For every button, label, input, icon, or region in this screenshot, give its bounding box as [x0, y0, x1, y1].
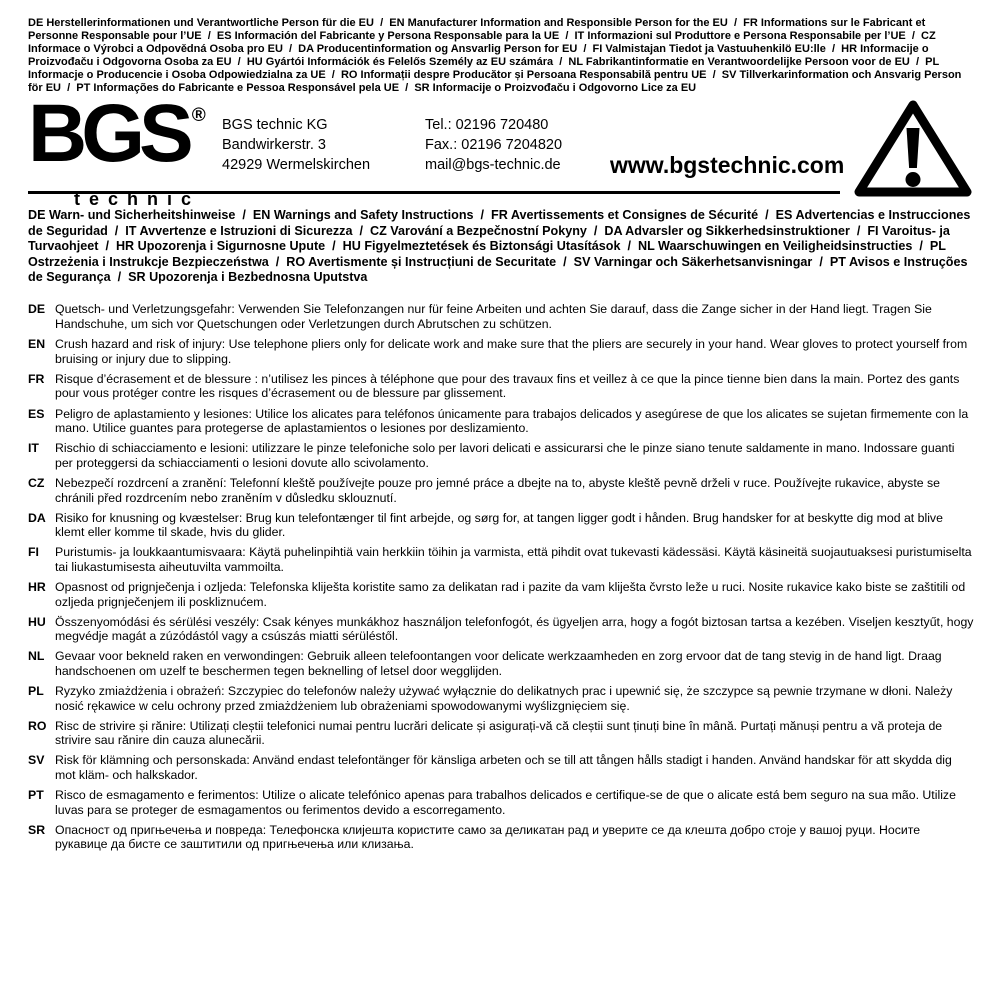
warning-text: Risco de esmagamento e ferimentos: Utilize o alicate telefónico apenas para trabalhos delicados e certifique-se de que o alicate está bem seguro na sua mão. Utilize luvas para se proteger de esmagamentos ou ferimentos devido a escorregamento.	[55, 788, 956, 817]
company-name: BGS technic KG	[222, 117, 328, 134]
warning-text: Risiko for knusning og kvæstelser: Brug kun telefontænger til fint arbejde, og sørg for, at tangen ligger godt i hånden. Brug handsker for at beskytte dig mod at blive klemt eller komme til skade, hvis du glider.	[55, 510, 943, 540]
bgs-logo	[28, 88, 223, 210]
warning-text: Nebezpečí rozdrcení a zranění: Telefonní kleště používejte pouze pro jemné práce a dbejte na to, abyste kleště pevně drželi v ruce. Používejte rukavice, abyste se chránili před rozdrcením nebo zraněním v důsledku sklouznutí.	[55, 475, 940, 505]
warning-text: Opasnost od prignječenja i ozljeda: Telefonska kliješta koristite samo za delikatan rad i pazite da vam kliješta čvrsto leže u ruci. Nosite rukavice kako biste se zaštitili od ozljeda prignječenjem ili poskliznućem.	[55, 579, 966, 609]
language-code: PT	[28, 788, 44, 803]
warning-item-hu	[28, 615, 975, 644]
language-code: DA	[28, 510, 46, 525]
email-line: mail@bgs-technic.de	[425, 157, 561, 174]
warning-text: Összenyomódási és sérülési veszély: Csak kényes munkákhoz használjon telefonfogót, és ügyeljen arra, hogy a fogót biztosan tartsa a kezében. Viseljen kesztyűt, hogy megvédje magát a zúzódástól vagy a csúszás miatti sérüléstől.	[55, 614, 974, 644]
warning-item-pl	[28, 684, 975, 713]
warning-triangle-icon	[851, 98, 975, 200]
language-code: RO	[28, 718, 47, 733]
language-code: IT	[28, 441, 39, 456]
company-address-block	[222, 115, 370, 175]
warning-text: Crush hazard and risk of injury: Use telephone pliers only for delicate work and make sure that the pliers are securely in your hand. Wear gloves to protect yourself from bruising or injury due to slipping.	[55, 337, 968, 366]
warning-item-nl	[28, 649, 975, 678]
language-code: HR	[28, 579, 46, 594]
warning-text: Quetsch- und Verletzungsgefahr: Verwenden Sie Telefonzangen nur für feine Arbeiten und achten Sie darauf, dass die Zange sicher in der Hand liegt. Tragen Sie Handschuhe, um sich vor Quetschungen oder Verletzungen durch Abrutschen zu schützen.	[55, 302, 932, 332]
language-code: PL	[28, 684, 44, 699]
safety-instructions-header: DE Warn- und Sicherheitshinweise / EN Warnings and Safety Instructions / FR Avertissements et Consignes de Sécurité / ES Advertencias e Instrucciones de Seguridad / IT Avvertenze e Istruzioni di Sicurezza / CZ Varování a Bezpečnostní Pokyny / DA Advarsler og Sikkerhedsinstruktioner / FI Varoitus- ja Turvaohjeet / HR Upozorenja i Sigurnosne Upute / HU Figyelmeztetések és Biztonsági Utasítások / NL Waarschuwingen en Veiligheidsinstructies / PL Ostrzeżenia i Instrukcje Bezpieczeństwa / RO Avertismente și Instrucțiuni de Securitate / SV Varningar och Säkerhetsanvisningar / PT Avisos e Instruções de Segurança / SR Upozorenja i Bezbednosna Uputstva	[28, 208, 974, 285]
warning-item-ro	[28, 719, 975, 748]
warning-item-da	[28, 511, 975, 540]
fax-line: Fax.: 02196 7204820	[425, 137, 563, 154]
warning-item-de	[28, 302, 975, 331]
warning-item-hr	[28, 580, 975, 609]
language-code: EN	[28, 337, 46, 352]
address-city: 42929 Wermelskirchen	[222, 157, 371, 174]
language-code: FI	[28, 545, 39, 560]
website-url: www.bgstechnic.com	[610, 152, 845, 179]
brand-header	[28, 88, 975, 210]
warning-item-it	[28, 441, 975, 470]
warning-text: Puristumis- ja loukkaantumisvaara: Käytä puhelinpihtiä vain herkkiin töihin ja varmista, että pihdit ovat tukevasti kädessäsi. Käytä käsineitä suojautuaksesi puristumiselta tai liukastumisesta aiheutuvilta vammoilta.	[55, 545, 972, 574]
language-code: NL	[28, 649, 45, 664]
language-code: DE	[28, 302, 46, 317]
language-code: SV	[28, 753, 45, 768]
warning-item-cz	[28, 476, 975, 505]
address-street: Bandwirkerstr. 3	[222, 137, 326, 154]
language-code: CZ	[28, 475, 45, 490]
warning-item-sv	[28, 753, 975, 782]
company-contact-block	[425, 115, 562, 175]
language-code: SR	[28, 822, 46, 837]
warning-text: Ryzyko zmiażdżenia i obrażeń: Szczypiec do telefonów należy używać wyłącznie do delikatnych prac i upewnić się, że szczypce są pewnie trzymane w dłoni. Należy nosić rękawice w celu ochrony przed zmiażdżeniem lub obrażeniami spowodowanymi wyślizgnięciem się.	[55, 684, 953, 713]
logo-subtext: technic	[74, 189, 201, 210]
warning-item-pt	[28, 788, 975, 817]
phone-line: Tel.: 02196 720480	[425, 117, 549, 134]
warning-text: Risk för klämning och personskada: Använd endast telefontänger för känsliga arbeten och se till att tången hålls stadigt i handen. Använd handskar för att skydda dig mot kläm- och halkskador.	[55, 753, 952, 782]
warning-item-sr	[28, 823, 975, 852]
warning-text: Risque d’écrasement et de blessure : n’utilisez les pinces à téléphone que pour des travaux fins et veillez à ce que la pince tienne bien dans la main. Portez des gants pour vous protéger contre les risques d’écrasement ou de blessure par glissement.	[55, 371, 960, 401]
logo-text: BGS	[28, 88, 188, 180]
registered-trademark-symbol: ®	[191, 105, 206, 127]
logo-wordmark	[28, 88, 223, 187]
warning-text: Risc de strivire și rănire: Utilizați cleștii telefonici numai pentru lucrări delicate și asigurați-vă că cleștii sunt ținuți bine în mână. Purtați mănuși pentru a vă proteja de strivire sau rănire din cauza alunecării.	[55, 718, 943, 748]
warning-text: Peligro de aplastamiento y lesiones: Utilice los alicates para teléfonos únicamente para trabajos delicados y asegúrese de que los alicates se sujetan firmemente con la mano. Utilice guantes para protegerse de aplastamientos o lesiones por deslizamiento.	[55, 406, 969, 436]
language-code: ES	[28, 406, 45, 421]
warnings-list	[28, 302, 975, 852]
warning-item-fr	[28, 372, 975, 401]
warning-text: Опасност од пригњечења и повреда: Телефонска клијешта користите само за деликатан рад и уверите се да клешта добро стоје у вашој руци. Носите рукавице да бисте се заштитили од пригњечења или клизања.	[55, 822, 921, 852]
warning-text: Gevaar voor bekneld raken en verwondingen: Gebruik alleen telefoontangen voor delicate werkzaamheden en zorg ervoor dat de tang stevig in de hand ligt. Draag handschoenen om uzelf te beschermen tegen beknelling of letsel door wegglijden.	[55, 649, 942, 678]
manufacturer-header: DE Herstellerinformationen und Verantwortliche Person für die EU / EN Manufacturer Information and Responsible Person for the EU / FR Informations sur le Fabricant et Personne Responsable pour l’UE / ES Información del Fabricante y Persona Responsable para la UE / IT Informazioni sul Produttore e Persona Responsabile per l’UE / CZ Informace o Výrobci a Odpovědná Osoba pro EU / DA Producentinformation og Ansvarlig Person for EU / FI Valmistajan Tiedot ja Vastuuhenkilö EU:lle / HR Informacije o Proizvođaču i Odgovorna Osoba za EU / HU Gyártói Információk és Felelős Személy az EU számára / NL Fabrikantinformatie en Verantwoordelijke Persoon voor de EU / PL Informacje o Producencie i Osoba Odpowiedzialna za UE / RO Informații despre Producător și Persoana Responsabilă pentru UE / SV Tillverkarinformation och Ansvarig Person för EU / PT Informações do Fabricante e Pessoa Responsável pela UE / SR Informacije o Proizvođaču i Odgovorno Lice za EU	[28, 17, 965, 94]
language-code: FR	[28, 371, 45, 386]
warning-item-fi	[28, 545, 975, 574]
language-code: HU	[28, 614, 46, 629]
warning-text: Rischio di schiacciamento e lesioni: utilizzare le pinze telefoniche solo per lavori delicati e assicurarsi che le pinze siano tenute saldamente in mano. Indossare guanti per proteggersi da schiacciamenti o lesioni dovute allo scivolamento.	[55, 441, 955, 470]
warning-item-es	[28, 407, 975, 436]
warning-item-en	[28, 337, 975, 366]
